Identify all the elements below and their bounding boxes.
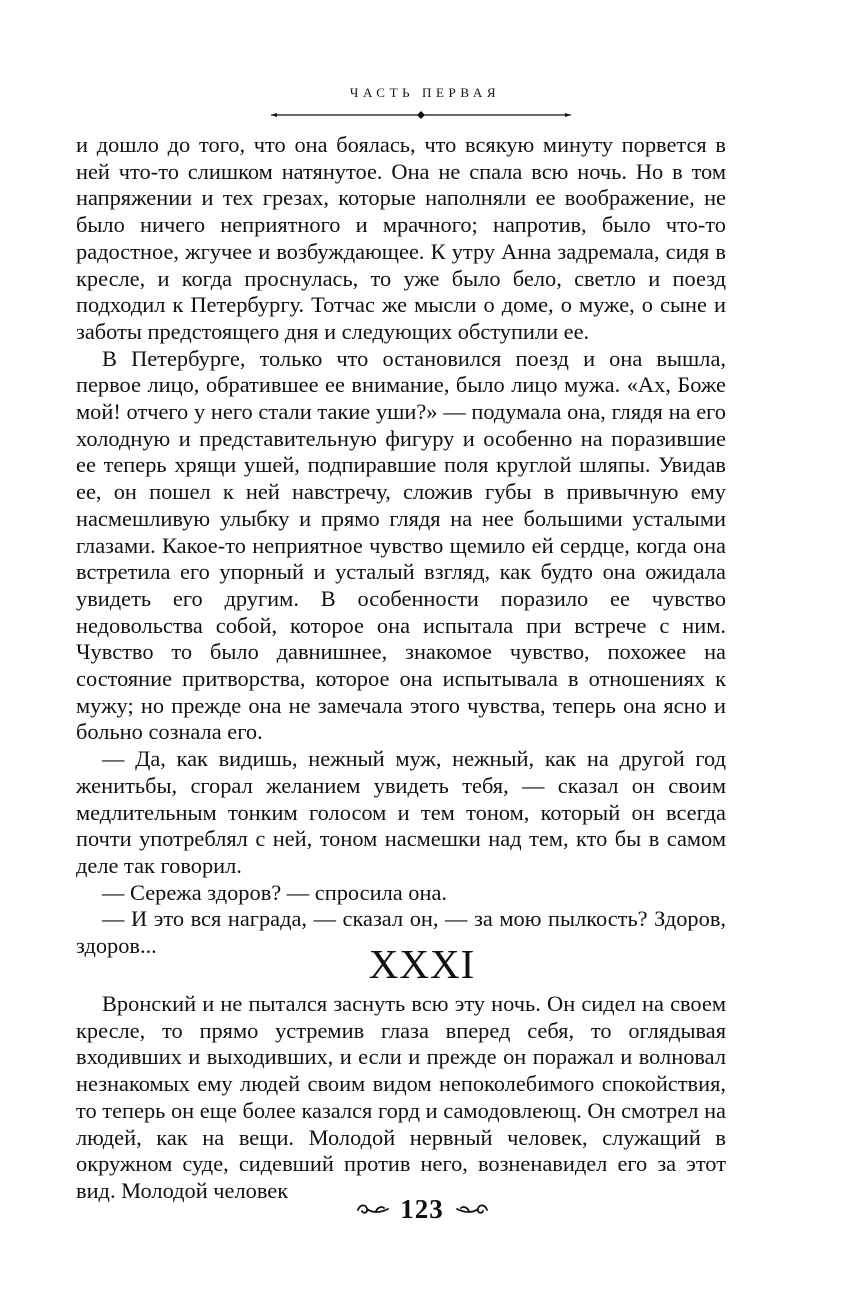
running-title: ЧАСТЬ ПЕРВАЯ	[349, 85, 501, 100]
text-block-bottom	[76, 991, 726, 1205]
header-rule-ornament-icon	[271, 110, 571, 120]
paragraph-6: Вронский и не пытался заснуть всю эту ночь. Он сидел на своем кресле, то прямо устремив глаза вперед себя, то оглядывая входивших и выходивших, и если и прежде он поражал и волновал незнакомых ему людей своим видом непоколебимого спокойствия, то теперь он еще более казался горд и самодовлеющ. Он смотрел на людей, как на вещи. Молодой нервный человек, служащий в окружном суде, сидевший против него, возненавидел его за этот вид. Молодой человек	[76, 991, 726, 1203]
chapter-heading: XXXI	[368, 941, 476, 987]
paragraph-4: — Сережа здоров? — спросила она.	[102, 879, 447, 905]
text-block-top	[76, 132, 726, 960]
paragraph-3: — Да, как видишь, нежный муж, нежный, как на другой год женитьбы, сгорал желанием увидеть тебя, — сказал он своим медлительным тонким голосом и тем тоном, который он всегда почти употреблял с ней, тоном насмешки над тем, кто бы в самом деле так говорил.	[76, 746, 726, 878]
paragraph-1: и дошло до того, что она боялась, что всякую минуту порвется в ней что-то слишком натянутое. Она не спала всю ночь. Но в том напряжении и тех грезах, которые наполняли ее воображение, не было ничего неприятного и мрачного; напротив, было что-то радостное, жгучее и возбуждающее. К утру Анна задремала, сидя в кресле, и когда проснулась, то уже было бело, светло и поезд подходил к Петербургу. Тотчас же мысли о доме, о муже, о сыне и заботы предстоящего дня и следующих обступили ее.	[76, 132, 726, 344]
running-header	[0, 84, 844, 102]
page-number-footer	[0, 1190, 844, 1225]
paragraph-2: В Петербурге, только что остановился поезд и она вышла, первое лицо, обратившее ее внимание, было лицо мужа. «Ах, Боже мой! отчего у него стали такие уши?» — подумала она, глядя на его холодную и представительную фигуру и особенно на поразившие ее теперь хрящи ушей, подпиравшие поля круглой шляпы. Увидав ее, он пошел к ней навстречу, сложив губы в привычную ему насмешливую улыбку и прямо глядя на нее большими усталыми глазами. Какое-то неприятное чувство щемило ей сердце, когда она встретила его упорный и усталый взгляд, как будто она ожидала увидеть его другим. В особенности поразило ее чувство недовольства собой, которое она испытала при встрече с ним. Чувство то было давнишнее, знакомое чувство, похожее на состояние притворства, которое она испытывала в отношениях к мужу; но прежде она не замечала этого чувства, теперь она ясно и больно сознала его.	[76, 345, 726, 745]
scroll-ornament-left-icon	[356, 1199, 390, 1219]
paragraph-5: — И это вся награда, — сказал он, — за мою пылкость? Здоров, здоров...	[76, 906, 726, 959]
scroll-ornament-right-icon	[455, 1199, 489, 1219]
page-number: 123	[400, 1193, 444, 1224]
